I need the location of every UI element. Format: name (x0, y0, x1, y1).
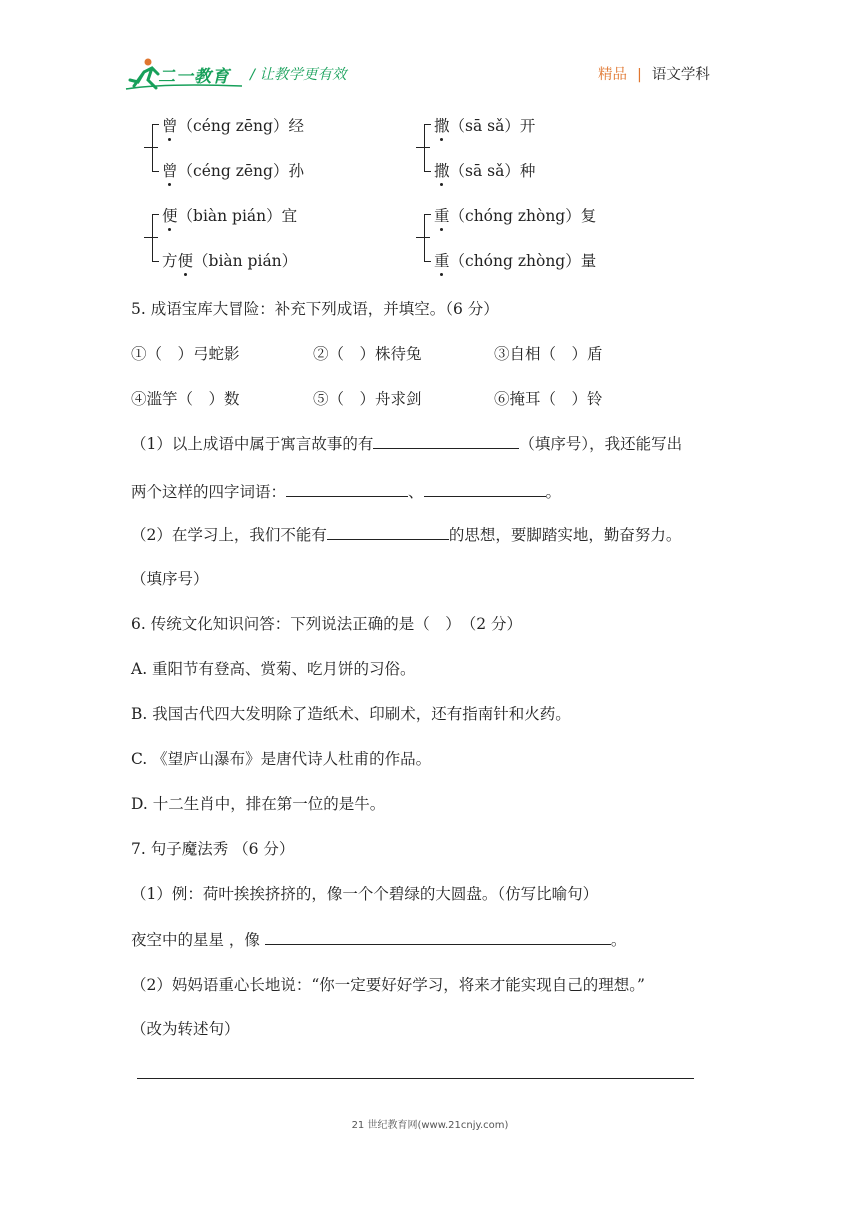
quality-label: 精品 (598, 67, 627, 83)
answer-blank[interactable] (424, 480, 546, 497)
bracket (152, 124, 159, 172)
q6-option-c: C. 《望庐山瀑布》是唐代诗人杜甫的作品。 (131, 750, 432, 768)
answer-blank[interactable] (373, 432, 519, 449)
q5-title: 5. 成语宝库大冒险：补充下列成语，并填空。（6 分） (131, 300, 499, 318)
idiom-item: ⑤（ ）舟求剑 (313, 390, 422, 408)
idiom-item: ④滥竽（ ）数 (131, 390, 240, 408)
pinyin-g2-a: 撒（sā sǎ）开 (434, 114, 535, 136)
bracket (424, 124, 431, 172)
bracket-tick (144, 237, 158, 238)
pinyin-g4-a: 重（chóng zhòng）复 (434, 204, 596, 226)
bracket-tick (416, 237, 430, 238)
idiom-item: ③自相（ ）盾 (494, 345, 603, 363)
answer-blank[interactable] (286, 480, 408, 497)
pinyin-g1-b: 曾（céng zēng）孙 (162, 159, 304, 181)
slogan-text: 让教学更有效 (259, 67, 347, 83)
bracket (152, 214, 159, 262)
q7-s2-note: （改为转述句） (131, 1020, 240, 1038)
q5-s1: （1）以上成语中属于寓言故事的有 （填序号），我还能写出 (131, 432, 682, 454)
q5-s2-note: （填序号） (131, 570, 209, 588)
pinyin-g1-a: 曾（céng zēng）经 (162, 114, 304, 136)
bracket (424, 214, 431, 262)
q7-s1-fill: 夜空中的星星 ，像 。 (131, 928, 626, 950)
answer-blank[interactable] (327, 523, 449, 540)
q6-title: 6. 传统文化知识问答：下列说法正确的是（ ） （2 分） (131, 615, 523, 633)
pinyin-g4-b: 重（chóng zhòng）量 (434, 249, 596, 271)
logo-text: 二一教育 (158, 67, 230, 87)
idiom-item: ②（ ）株待兔 (313, 345, 422, 363)
pinyin-g3-b: 方便（biàn pián） (162, 249, 297, 271)
idiom-item: ①（ ）弓蛇影 (131, 345, 240, 363)
footer: 21 世纪教育网(www.21cnjy.com) (351, 1120, 509, 1131)
header-slogan: / 让教学更有效 (250, 67, 347, 83)
q7-s2: （2）妈妈语重心长地说：“你一定要好好学习，将来才能实现自己的理想。” (131, 976, 645, 994)
header-separator: | (637, 67, 642, 83)
answer-blank[interactable] (265, 928, 611, 945)
q5-s1-line2: 两个这样的四字词语： 、 。 (131, 480, 561, 502)
q5-s2: （2）在学习上，我们不能有 的思想，要脚踏实地，勤奋努力。 (131, 523, 681, 545)
q6-option-b: B. 我国古代四大发明除了造纸术、印刷术，还有指南针和火药。 (131, 705, 571, 723)
pinyin-g3-a: 便（biàn pián）宜 (162, 204, 297, 226)
q7-s1: （1）例：荷叶挨挨挤挤的，像一个个碧绿的大圆盘。（仿写比喻句） (131, 885, 599, 903)
subject-label: 语文学科 (651, 67, 710, 83)
pinyin-g2-b: 撒（sā sǎ）种 (434, 159, 535, 181)
header-subject (598, 63, 710, 84)
q6-option-d: D. 十二生肖中，排在第一位的是牛。 (131, 795, 386, 813)
q6-option-a: A. 重阳节有登高、赏菊、吃月饼的习俗。 (131, 660, 416, 678)
q7-title: 7. 句子魔法秀 （6 分） (131, 840, 295, 858)
answer-line[interactable] (137, 1078, 694, 1079)
bracket-tick (144, 147, 158, 148)
bracket-tick (416, 147, 430, 148)
idiom-item: ⑥掩耳（ ）铃 (494, 390, 603, 408)
